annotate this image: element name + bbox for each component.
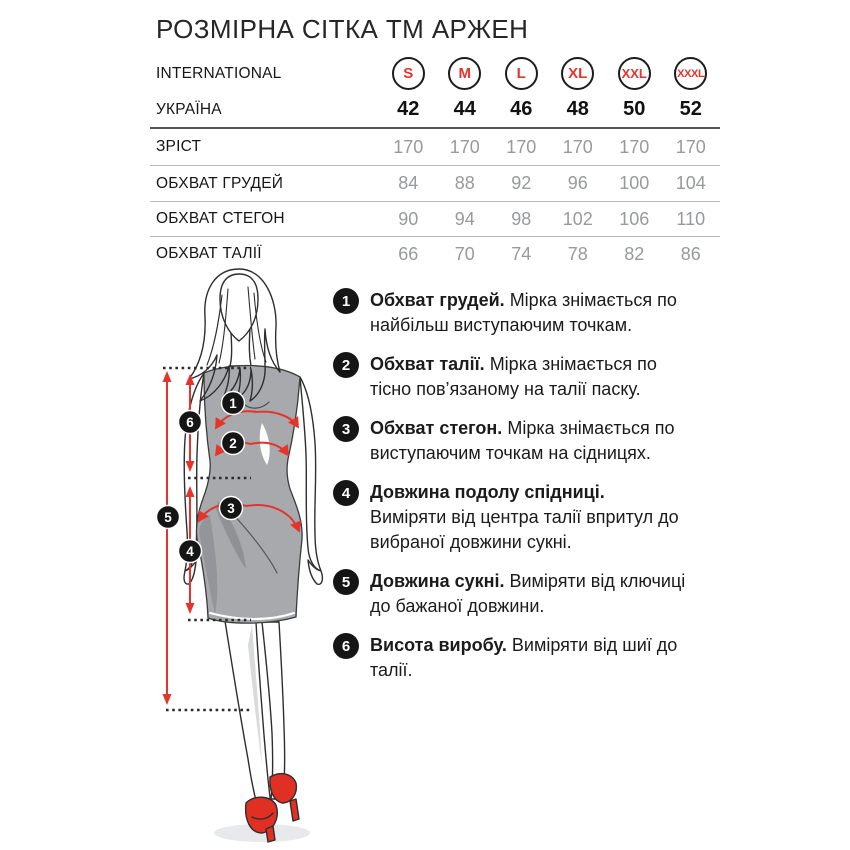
size-badge-m: M (448, 57, 481, 90)
size-badge-l: L (505, 57, 538, 90)
table-value: 82 (624, 243, 645, 264)
table-value: 104 (675, 173, 706, 193)
legend-number-badge: 5 (333, 569, 359, 595)
marker-3 (220, 497, 243, 520)
table-value: 110 (676, 208, 706, 229)
ukraine-value: 50 (623, 98, 646, 120)
table-value: 90 (398, 208, 419, 229)
table-value: 70 (454, 243, 475, 264)
ukraine-value: 52 (679, 98, 702, 120)
ukraine-value: 46 (510, 98, 533, 120)
legend-item-dress-length (333, 569, 723, 619)
size-badge-xxl: XXL (618, 57, 651, 90)
legend-term: Довжина сукні. (370, 571, 505, 591)
table-value: 106 (619, 208, 650, 229)
svg-text:4: 4 (186, 544, 194, 559)
woman-figure (184, 269, 322, 842)
legend-number-badge: 2 (333, 352, 359, 378)
table-value: 86 (680, 243, 701, 264)
row-label-hips: ОБХВАТ СТЕГОН (156, 210, 285, 227)
row-label-ukraine: УКРАЇНА (156, 100, 222, 118)
legend-number-badge: 6 (333, 633, 359, 659)
ukraine-value: 42 (397, 98, 420, 120)
table-row-height (150, 129, 720, 166)
legend-desc: Виміряти від ключиці до бажаної довжини. (370, 571, 686, 616)
legend-item-product-height (333, 633, 723, 683)
table-value: 66 (398, 243, 419, 264)
legend-item-hips (333, 416, 723, 466)
svg-text:6: 6 (186, 415, 194, 430)
ukraine-value: 44 (453, 98, 476, 120)
table-value: 92 (511, 173, 532, 193)
legend-number-badge: 4 (333, 480, 359, 506)
table-row-hips (150, 202, 720, 237)
table-row-international (150, 55, 720, 92)
table-value: 78 (567, 243, 588, 264)
legend-term: Обхват стегон. (370, 418, 503, 438)
svg-text:3: 3 (227, 501, 235, 516)
legend-term: Обхват грудей. (370, 290, 505, 310)
legend-item-waist (333, 352, 723, 402)
table-value: 94 (454, 208, 475, 229)
marker-1 (222, 392, 245, 415)
table-value: 98 (511, 208, 532, 229)
legend-term: Висота виробу. (370, 635, 507, 655)
table-value: 96 (567, 173, 588, 193)
table-value: 88 (454, 173, 475, 193)
legend-desc: Мірка знімається по тісно пов’язаному на талії паску. (370, 354, 657, 399)
table-value: 84 (398, 173, 419, 193)
size-badge-xl: XL (561, 57, 594, 90)
table-value: 170 (562, 136, 593, 157)
table-value: 170 (449, 136, 480, 157)
marker-2 (222, 432, 245, 455)
table-value: 170 (393, 136, 424, 157)
legend-desc: Мірка знімається по виступаючим точкам на сідницях. (370, 418, 675, 463)
legend-number-badge: 1 (333, 288, 359, 314)
row-label-bust: ОБХВАТ ГРУДЕЙ (156, 174, 284, 192)
size-badge-s: S (392, 57, 425, 90)
figure-illustration (140, 265, 340, 850)
marker-4 (179, 540, 202, 563)
legend-desc: Мірка знімається по найбільш виступаючим точкам. (370, 290, 677, 335)
size-badge-xxxl: XXXL (674, 57, 707, 90)
legend-term: Довжина подолу спідниці. (370, 482, 605, 502)
legend-desc: Виміряти від шиї до талії. (370, 635, 678, 680)
table-value: 170 (506, 136, 537, 157)
arm-right (300, 377, 321, 571)
table-value: 100 (619, 173, 650, 193)
svg-text:2: 2 (229, 436, 237, 451)
measurement-legend (333, 288, 723, 683)
table-row-bust (150, 166, 720, 202)
legend-item-skirt-length (333, 480, 723, 555)
legend-number-badge: 3 (333, 416, 359, 442)
table-value: 74 (511, 243, 532, 264)
size-table (150, 55, 720, 271)
page-title: РОЗМІРНА СІТКА ТМ АРЖЕН (156, 14, 529, 44)
woman-sketch-svg (140, 265, 340, 850)
legend-term: Обхват талії. (370, 354, 485, 374)
table-value: 102 (562, 208, 593, 229)
table-row-ukraine (150, 92, 720, 129)
row-label-height: ЗРІСТ (156, 138, 202, 155)
row-label-waist: ОБХВАТ ТАЛІЇ (156, 245, 262, 262)
svg-text:5: 5 (164, 510, 172, 525)
marker-6 (179, 411, 202, 434)
svg-text:1: 1 (229, 396, 237, 411)
row-label-international: INTERNATIONAL (156, 64, 282, 82)
legend-item-bust (333, 288, 723, 338)
table-value: 170 (619, 136, 650, 157)
ukraine-value: 48 (566, 98, 589, 120)
table-value: 170 (675, 136, 706, 157)
marker-5 (157, 506, 180, 529)
legend-desc: Виміряти від центра талії впритул до вибраної довжини сукні. (370, 507, 679, 552)
